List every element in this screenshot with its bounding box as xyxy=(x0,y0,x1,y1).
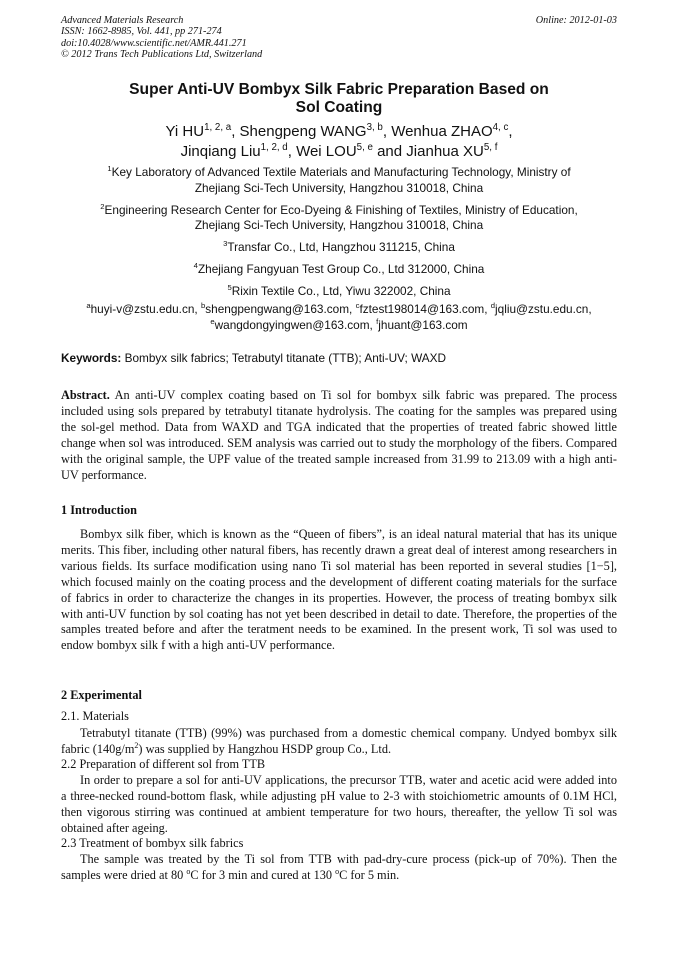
author-affil-mark: 5, e xyxy=(356,142,373,153)
introduction-paragraph: Bombyx silk fiber, which is known as the “Queen of fibers”, is an ideal natural material that has its unique merits. This fiber, including other natural fibers, has recently drawn a great deal of interest among researchers in various fields. Its surface modification using nano Ti sol material has been reported in several studies [1−5], which focused mainly on the coating process and the development of different coating materials for the surface of fabrics in order to characterize the changes in its properties. However, the process of treating bombyx silk with anti-UV function by sol coating has not yet been described in detail to date. Therefore, the properties of the samples treated before and after the teratment needs to be examined. In the present work, Ti sol was used to endow bombyx silk f with a high anti-UV performance. xyxy=(61,527,617,653)
author-name: Jinqiang Liu xyxy=(180,143,261,160)
email-link[interactable]: fztest198014@163.com, xyxy=(359,302,488,316)
email-link[interactable]: jqliu@zstu.edu.cn, xyxy=(495,302,592,316)
author-affil-mark: 4, c xyxy=(492,122,509,133)
author-conjunction: and xyxy=(377,143,403,160)
paper-title xyxy=(61,81,617,117)
section-heading-introduction: 1 Introduction xyxy=(61,503,137,517)
doi-line: doi:10.4028/www.scientific.net/AMR.441.271 xyxy=(61,37,247,49)
online-date: Online: 2012-01-03 xyxy=(535,15,617,26)
affiliation-2: $^2$Engineering Research Center for Eco-Dyeing & Finishing of Textiles, Ministry of Education, Zhejiang Sci-Tech University, Hangzhou 310018, China xyxy=(100,201,578,232)
journal-name: Advanced Materials Research xyxy=(61,15,184,26)
subsection-heading-materials: 2.1. Materials xyxy=(61,709,129,723)
page-header xyxy=(61,15,617,60)
affiliation-3: $^3$Transfar Co., Ltd, Hangzhou 311215, China xyxy=(223,239,455,254)
author-list xyxy=(61,122,617,162)
author-name: Yi HU xyxy=(165,123,205,140)
materials-paragraph: Tetrabutyl titanate (TTB) (99%) was purchased from a domestic chemical company. Undyed bombyx silk fabric $(140g/m^2)$ was supplied by Hangzhou HSDP group Co., Ltd. xyxy=(61,726,617,756)
author-name: Wenhua ZHAO xyxy=(391,123,493,140)
email-link[interactable]: shengpengwang@163.com, xyxy=(205,302,353,316)
author-name: Shengpeng WANG xyxy=(239,123,367,140)
abstract-label: Abstract. xyxy=(61,388,110,402)
email-link[interactable]: huyi-v@zstu.edu.cn, xyxy=(90,302,198,316)
title-line-2: Sol Coating xyxy=(295,99,383,116)
abstract xyxy=(61,388,617,483)
keywords xyxy=(61,351,617,366)
author-line-1: Yi HU$^{1, 2, a}$, Shengpeng WANG$^{3, b}$, Wenhua ZHAO$^{4, c}$, xyxy=(165,122,513,140)
affiliation-4: $^4$Zhejiang Fangyuan Test Group Co., Ltd 312000, China xyxy=(193,261,485,276)
abstract-text: An anti-UV complex coating based on Ti sol for bombyx silk fabric was prepared. The process included using sols prepared by tetrabutyl titanate hydrolysis. The coating for the samples was prepared using the sol-gel method. Data from WAXD and TGA indicated that the properties of treated fabric showed little change when sol was introduced. SEM analysis was carried out to study the morphology of the fibers. Compared with the original sample, the UPF value of the treated sample increased from 31.99 to 213.09 with a high anti-UV performance. xyxy=(61,388,617,482)
email-link[interactable]: jhuant@163.com xyxy=(378,317,468,332)
issn-line: ISSN: 1662-8985, Vol. 441, pp 271-274 xyxy=(61,26,222,38)
section-heading-experimental: 2 Experimental xyxy=(61,688,142,702)
author-affil-mark: 1, 2, a xyxy=(204,122,232,133)
author-name: Wei LOU xyxy=(296,143,357,160)
author-affil-mark: 1, 2, d xyxy=(260,142,288,153)
affiliation-1: $^1$Key Laboratory of Advanced Textile Materials and Manufacturing Technology, Ministry of Zhejiang Sci-Tech University, Hangzhou 310018, China xyxy=(107,164,571,195)
author-affil-mark: 5, f xyxy=(483,142,498,153)
keywords-label: Keywords: xyxy=(61,351,122,365)
author-affil-mark: 3, b xyxy=(366,122,383,133)
author-line-2: Jinqiang Liu$^{1, 2, d}$, Wei LOU$^{5, e}$ and Jianhua XU$^{5, f}$ xyxy=(180,142,498,160)
email-link[interactable]: wangdongyingwen@163.com, xyxy=(214,317,373,332)
subsection-heading-treatment: 2.3 Treatment of bombyx silk fabrics xyxy=(61,836,244,850)
author-name: Jianhua XU xyxy=(406,143,484,160)
subsection-heading-sol-preparation: 2.2 Preparation of different sol from TTB xyxy=(61,757,266,771)
keywords-text: Bombyx silk fabrics; Tetrabutyl titanate (TTB); Anti-UV; WAXD xyxy=(124,351,447,365)
affiliation-5: $^5$Rixin Textile Co., Ltd, Yiwu 322002, China xyxy=(227,283,451,298)
affiliation-list xyxy=(61,165,617,306)
sol-preparation-paragraph: In order to prepare a sol for anti-UV applications, the precursor TTB, water and acetic acid were added into a three-necked round-bottom flask, while adjusting pH value to 2-3 with stoichiometric amounts of 0.1M HCl, then vigorous stirring was continued at ambient temperature for two hours, thereafter, the yellow Ti sol was obtained after ageing. xyxy=(61,773,617,835)
copyright-line: © 2012 Trans Tech Publications Ltd, Switzerland xyxy=(61,48,263,60)
email-list: $^a$huyi-v@zstu.edu.cn, $^b$shengpengwang@163.com, $^c$fztest198014@163.com, $^d$jqliu@zstu.edu.cn, $^e$wangdongyingwen@163.com, $^f$jhuant@163.com xyxy=(86,301,592,332)
treatment-paragraph: The sample was treated by the Ti sol from TTB with pad-dry-cure process (pick-up of 70%). Then the samples were dried at 80 $^o$C for 3 min and cured at 130 $^o$C for 5 min. xyxy=(61,852,617,882)
title-line-1: Super Anti-UV Bombyx Silk Fabric Preparation Based on xyxy=(129,81,549,98)
